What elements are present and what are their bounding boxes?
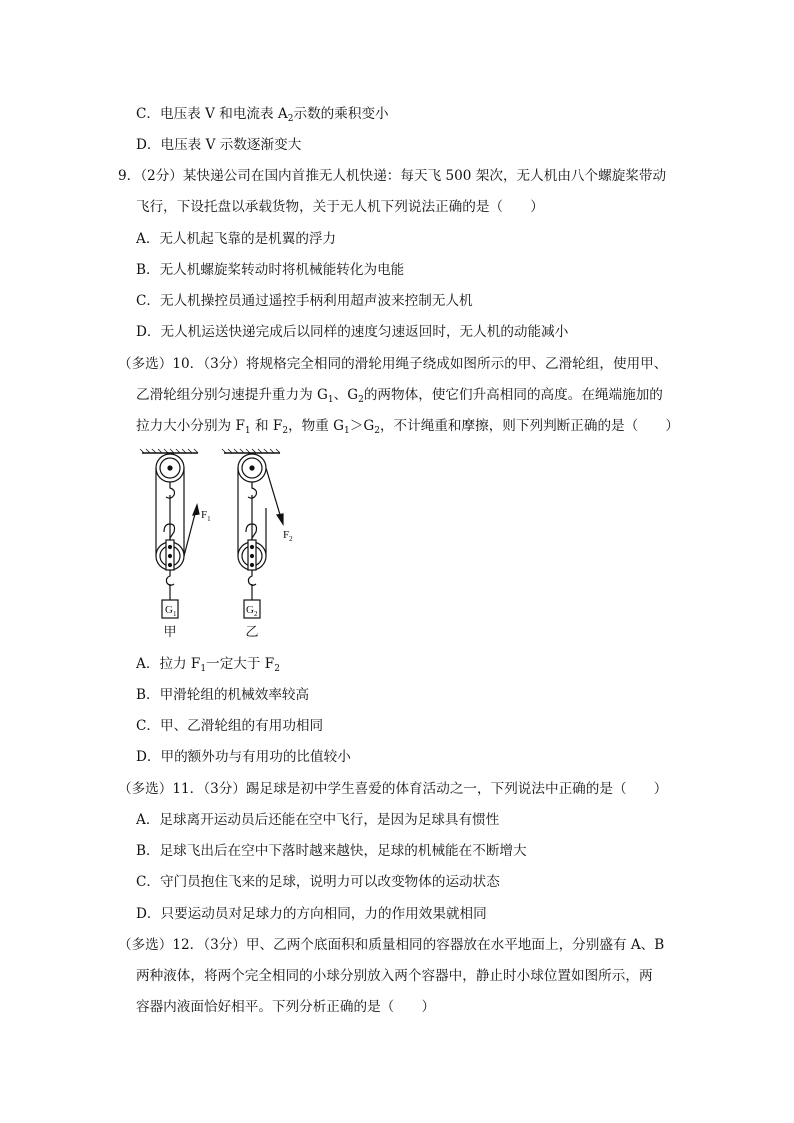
question-number: 12． [172, 937, 204, 953]
q11-option-d: D．只要运动员对足球力的方向相同，力的作用效果就相同 [136, 906, 487, 922]
question-number: 10． [172, 356, 204, 372]
pulley-system-left [140, 449, 199, 618]
svg-text:F2: $F_2$ [283, 529, 293, 543]
label-f2 [283, 529, 293, 543]
q10-stem-line2 [136, 385, 663, 405]
question-text: ，不计绳重和摩擦，则下列判断正确的是（ ） [379, 418, 680, 434]
q10-option-d [136, 747, 351, 767]
q12-stem-line2: 两种液体，将两个完全相同的小球分别放入两个容器中，静止时小球位置如图所示，两 [136, 968, 653, 984]
question-score: （3分） [203, 937, 246, 953]
option-text: 甲、乙滑轮组的有用功相同 [160, 718, 324, 734]
q11-option-c: C．守门员抱住飞来的足球，说明力可以改变物体的运动状态 [136, 874, 500, 890]
option-text: 一定大于 F [206, 656, 275, 672]
option-letter: C． [136, 718, 160, 734]
subscript: 1 [244, 426, 251, 436]
question-text: 的两物体，使它们升高相同的高度。在绳端施加的 [363, 387, 663, 403]
subscript: 2 [287, 114, 294, 124]
q12-stem-line1 [118, 935, 664, 955]
subscript: 2 [274, 664, 280, 674]
caption-jia: 甲 [163, 625, 177, 640]
svg-text:F1: $F_1$ [201, 509, 211, 523]
pulley-systems-figure [136, 448, 316, 644]
question-text: 和 F [250, 418, 283, 434]
multi-select-tag: （多选） [118, 937, 173, 953]
q10-stem-line1 [118, 354, 667, 374]
option-letter: D． [136, 749, 161, 765]
q11-stem-line1 [118, 779, 667, 799]
q9-option-d: D．无人机运送快递完成后以同样的速度匀速返回时，无人机的动能减小 [136, 324, 569, 340]
question-score: （2分） [140, 168, 183, 184]
question-number: 9． [118, 168, 141, 184]
question-text: 拉力大小分别为 F [136, 418, 245, 434]
option-letter: D． [136, 137, 161, 153]
option-letter: C． [136, 106, 160, 122]
question-score: （3分） [203, 781, 246, 797]
label-f1 [201, 509, 211, 523]
q10-option-b [136, 685, 309, 705]
multi-select-tag: （多选） [118, 356, 173, 372]
option-text: 电压表 V 示数逐渐变大 [160, 137, 302, 153]
pulley-system-right [222, 449, 283, 618]
q10-stem-line3 [136, 416, 679, 436]
option-text: 拉力 F [159, 656, 201, 672]
option-text: 甲滑轮组的机械效率较高 [159, 687, 310, 703]
subscript: 2 [358, 395, 364, 405]
question-text: ＞G [349, 418, 375, 434]
subscript: 1 [344, 426, 350, 436]
multi-select-tag: （多选） [118, 781, 173, 797]
question-text: ，物重 G [288, 418, 345, 434]
option-text: 甲的额外功与有用功的比值较小 [160, 749, 351, 765]
q9-stem-line1 [118, 166, 666, 186]
question-text: 某快递公司在国内首推无人机快递：每天飞 500 架次，无人机由八个螺旋桨带动 [182, 168, 667, 184]
question-text: 将规格完全相同的滑轮用绳子绕成如图所示的甲、乙滑轮组，使用甲、 [245, 356, 668, 372]
q11-option-b: B．足球飞出后在空中下落时越来越快，足球的机械能在不断增大 [136, 843, 527, 859]
q9-stem-line2: 飞行，下设托盘以承载货物，关于无人机下列说法正确的是（ ） [136, 199, 544, 215]
q8-option-c [136, 104, 389, 124]
svg-text:G1: $G_1$ [165, 604, 177, 618]
q9-option-b: B．无人机螺旋桨转动时将机械能转化为电能 [136, 262, 405, 278]
svg-text:G2: $G_2$ [246, 604, 258, 618]
q10-option-a [136, 654, 280, 674]
caption-yi: 乙 [245, 625, 259, 640]
question-text: 甲、乙两个底面积和质量相同的容器放在水平地面上，分别盛有 A、B [245, 937, 665, 953]
q12-stem-line3: 容器内液面恰好相平。下列分析正确的是（ ） [136, 999, 436, 1015]
subscript: 2 [374, 426, 380, 436]
option-letter: B． [136, 687, 160, 703]
option-text: 示数的乘积变小 [293, 106, 389, 122]
q9-option-a: A．无人机起飞靠的是机翼的浮力 [136, 231, 337, 247]
question-text: 、G [333, 387, 359, 403]
option-text: 电压表 V 和电流表 A [160, 106, 288, 122]
subscript: 1 [327, 395, 334, 405]
question-text: 乙滑轮组分别匀速提升重力为 G [136, 387, 328, 403]
q9-option-c: C．无人机操控员通过遥控手柄利用超声波来控制无人机 [136, 293, 473, 309]
question-number: 11． [172, 781, 204, 797]
q11-option-a: A．足球离开运动员后还能在空中飞行，是因为足球具有惯性 [136, 812, 500, 828]
question-score: （3分） [203, 356, 246, 372]
subscript: 2 [282, 426, 289, 436]
q10-option-c [136, 716, 323, 736]
option-letter: A． [136, 656, 160, 672]
q8-option-d [136, 135, 301, 155]
subscript: 1 [200, 664, 207, 674]
question-text: 踢足球是初中学生喜爱的体育活动之一，下列说法中正确的是（ ） [245, 781, 668, 797]
